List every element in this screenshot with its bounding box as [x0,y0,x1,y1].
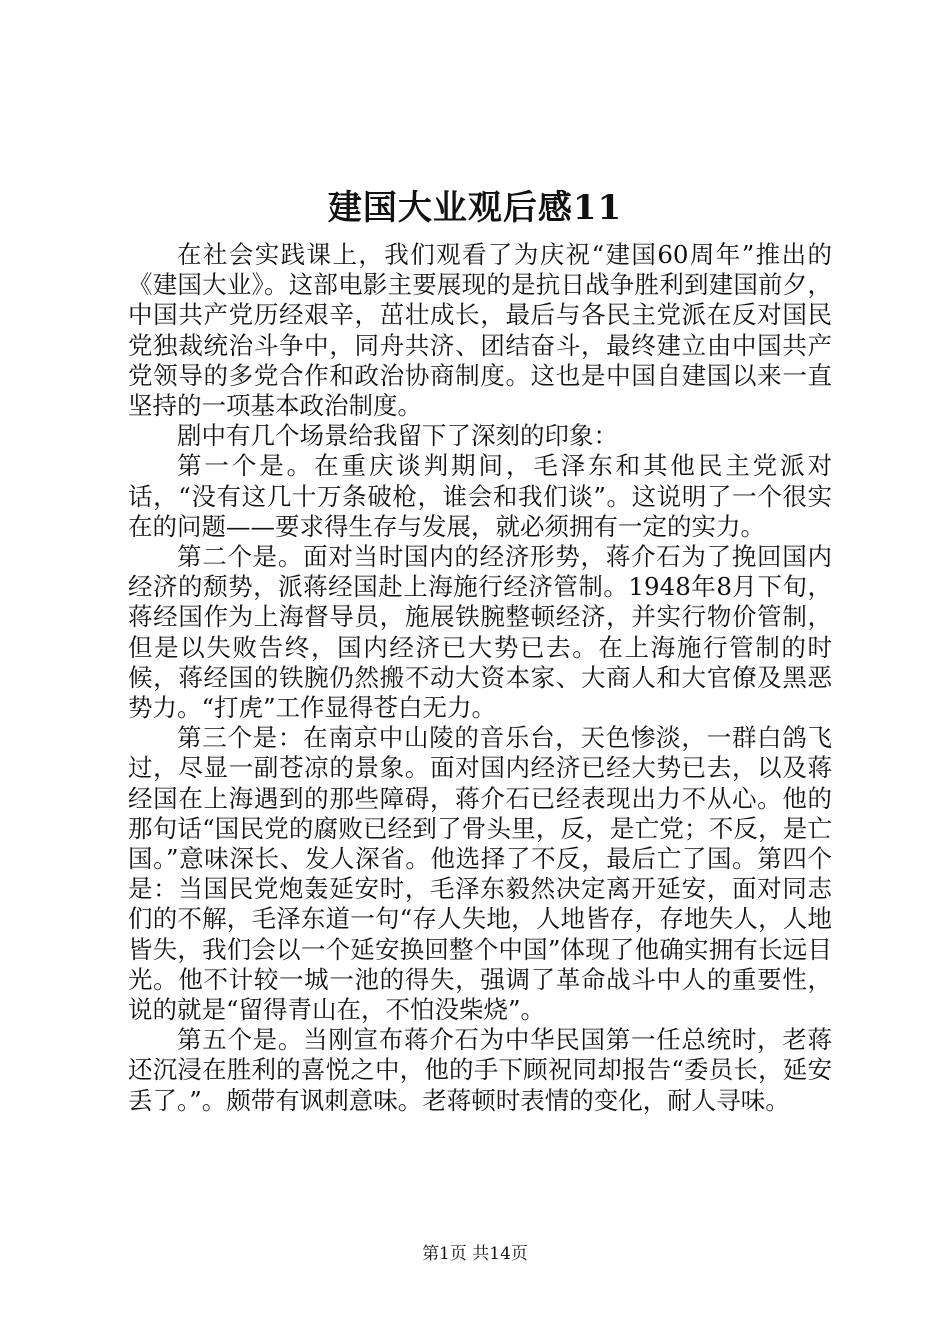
paragraph-scene-1: 第一个是。在重庆谈判期间，毛泽东和其他民主党派对话，“没有这几十万条破枪，谁会和我们谈”。这说明了一个很实在的问题——要求得生存与发展，就必须拥有一定的实力。 [128,451,832,541]
paragraph-scene-3: 第三个是：在南京中山陵的音乐台，天色惨淡，一群白鸽飞过，尽显一副苍凉的景象。面对国内经济已经大势已去，以及蒋经国在上海遇到的那些障碍，蒋介石已经表现出力不从心。他的那句话“国民党的腐败已经到了骨头里，反，是亡党；不反，是亡国。”意味深长、发人深省。他选择了不反，最后亡了国。第四个是：当国民党炮轰延安时，毛泽东毅然决定离开延安，面对同志们的不解，毛泽东道一句“存人失地，人地皆存，存地失人，人地皆失，我们会以一个延安换回整个中国”体现了他确实拥有长远目光。他不计较一城一池的得失，强调了革命战斗中人的重要性，说的就是“留得青山在，不怕没柴烧”。 [128,723,832,1025]
document-body [128,240,832,1116]
page-footer: 第1页 共14页 [422,1244,528,1264]
paragraph-impressions: 剧中有几个场景给我留下了深刻的印象： [177,421,618,451]
paragraph-intro: 在社会实践课上，我们观看了为庆祝“建国60周年”推出的《建国大业》。这部电影主要展现的是抗日战争胜利到建国前夕，中国共产党历经艰辛，茁壮成长，最后与各民主党派在反对国民党独裁统治斗争中，同舟共济、团结奋斗，最终建立由中国共产党领导的多党合作和政治协商制度。这也是中国自建国以来一直坚持的一项基本政治制度。 [128,240,832,421]
paragraph-scene-2: 第二个是。面对当时国内的经济形势，蒋介石为了挽回国内经济的颓势，派蒋经国赴上海施行经济管制。1948年8月下旬，蒋经国作为上海督导员，施展铁腕整顿经济，并实行物价管制，但是以失败告终，国内经济已大势已去。在上海施行管制的时候，蒋经国的铁腕仍然搬不动大资本家、大商人和大官僚及黑恶势力。“打虎”工作显得苍白无力。 [128,542,832,723]
document-title: 建国大业观后感11 [327,188,623,228]
paragraph-scene-5: 第五个是。当刚宣布蒋介石为中华民国第一任总统时，老蒋还沉浸在胜利的喜悦之中，他的手下顾祝同却报告“委员长，延安丢了。”。颇带有讽刺意味。老蒋顿时表情的变化，耐人寻味。 [128,1025,832,1115]
